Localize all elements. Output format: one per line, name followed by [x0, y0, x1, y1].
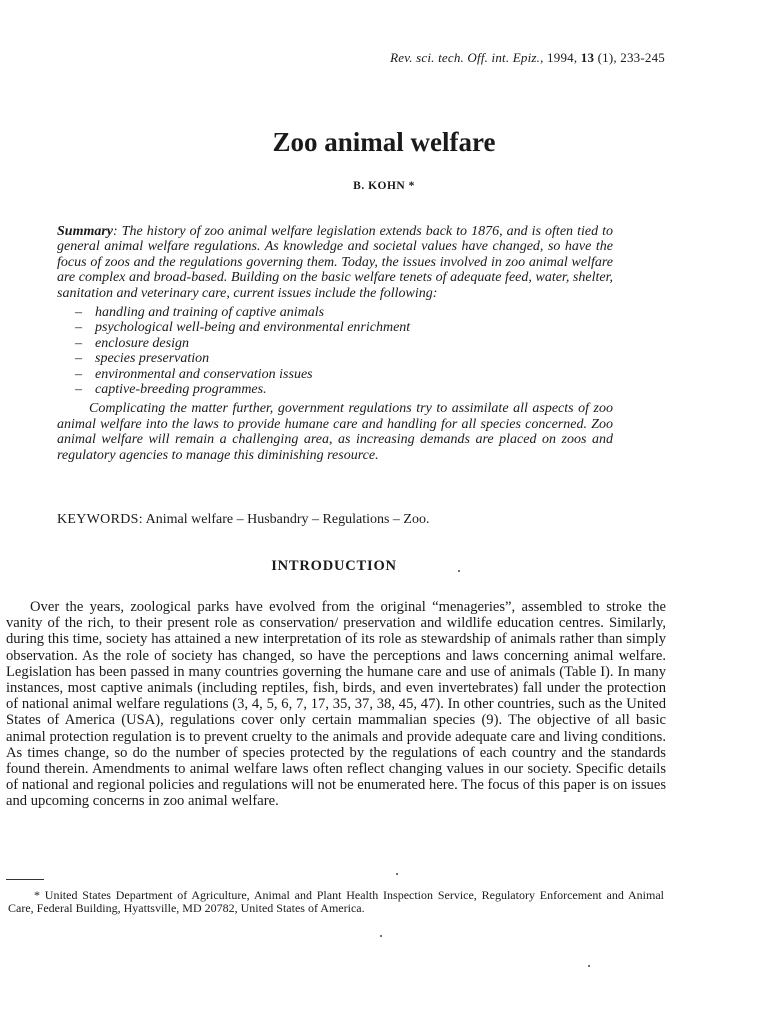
- journal-citation: [390, 50, 665, 66]
- list-item-text: species preservation: [95, 351, 210, 367]
- introduction-paragraph: Over the years, zoological parks have evolved from the original “menageries”, assembled to stroke the vanity of the rich, to their present role as conservation/ preservation and wildlife education centres. Similarly, during this time, society has attained a new interpretation of its role as stewardship of animals rather than simply observation. As the role of society has changed, so have the perceptions and laws concerning animal welfare. Legislation has been passed in many countries governing the humane care and use of animals (Table I). In many instances, most captive animals (including reptiles, fish, birds, and even invertebrates) fall under the protection of national animal welfare regulations (3, 4, 5, 6, 7, 17, 35, 37, 38, 45, 47). In other countries, such as the United States of America (USA), regulations cover only certain mammalian species (9). The objective of all basic animal protection regulation is to prevent cruelty to the animals and provide adequate care and living conditions. As times change, so do the number of species protected by the regulations of each country and the standards found therein. Amendments to animal welfare laws often reflect changing values in our society. Specific details of national and regional policies and regulations will not be enumerated here. The focus of this paper is on issues and upcoming concerns in zoo animal welfare.: [6, 599, 666, 810]
- bullet-dash: –: [75, 351, 82, 367]
- footnote-text: * United States Department of Agriculture, Animal and Plant Health Inspection Service, Regulatory Enforcement and Animal Care, Federal Building, Hyattsville, MD 20782, United States of America.: [8, 888, 664, 916]
- scan-speck: [396, 873, 398, 875]
- scan-speck: [588, 965, 590, 967]
- list-item: [75, 367, 613, 382]
- footnote-rule: [6, 879, 44, 880]
- issue-list: [75, 305, 613, 397]
- abstract-closing: Complicating the matter further, government regulations try to assimilate all aspects of zoo animal welfare into the laws to provide humane care and handling for all species concerned. Zoo animal welfare will remain a challenging area, as increasing demands are placed on zoos and regulatory agencies to manage this diminishing resource.: [57, 401, 613, 463]
- introduction-body: [6, 599, 666, 810]
- keywords-text: Animal welfare – Husbandry – Regulations – Zoo.: [142, 512, 430, 527]
- bullet-dash: –: [75, 335, 82, 351]
- list-item-text: captive-breeding programmes.: [95, 382, 267, 398]
- list-item: [75, 351, 613, 366]
- scan-speck: [380, 935, 382, 937]
- list-item: [75, 320, 613, 335]
- summary-label: Summary: [57, 224, 114, 239]
- citation-issue-pages: (1), 233-245: [594, 50, 665, 65]
- abstract: [57, 224, 613, 463]
- list-item: [75, 336, 613, 351]
- list-item: [75, 382, 613, 397]
- section-heading-introduction: INTRODUCTION: [271, 558, 397, 574]
- author-line: B. KOHN *: [353, 180, 415, 192]
- bullet-dash: –: [75, 320, 82, 336]
- keywords-line: [57, 512, 429, 528]
- summary-text: : The history of zoo animal welfare legislation extends back to 1876, and is often tied to general animal welfare regulations. As knowledge and societal values have changed, so have the focus of zoos and the regulations governing them. Today, the issues involved in zoo animal welfare are complex and broad-based. Building on the basic welfare tenets of adequate feed, water, shelter, sanitation and veterinary care, current issues include the following:: [57, 224, 613, 301]
- list-item: [75, 305, 613, 320]
- list-item-text: psychological well-being and environmental enrichment: [95, 320, 411, 336]
- bullet-dash: –: [75, 305, 82, 321]
- keywords-label: KEYWORDS:: [57, 512, 143, 527]
- list-item-text: environmental and conservation issues: [95, 366, 313, 382]
- footnote: [8, 889, 664, 916]
- paper-title: Zoo animal welfare: [272, 127, 496, 157]
- citation-volume: 13: [580, 50, 595, 65]
- list-item-text: handling and training of captive animals: [95, 305, 325, 321]
- scan-speck: [458, 570, 460, 572]
- bullet-dash: –: [75, 366, 82, 382]
- citation-year: , 1994,: [540, 50, 581, 65]
- abstract-intro: [57, 224, 613, 301]
- list-item-text: enclosure design: [95, 335, 189, 351]
- bullet-dash: –: [75, 382, 82, 398]
- citation-journal: Rev. sci. tech. Off. int. Epiz.: [390, 50, 541, 65]
